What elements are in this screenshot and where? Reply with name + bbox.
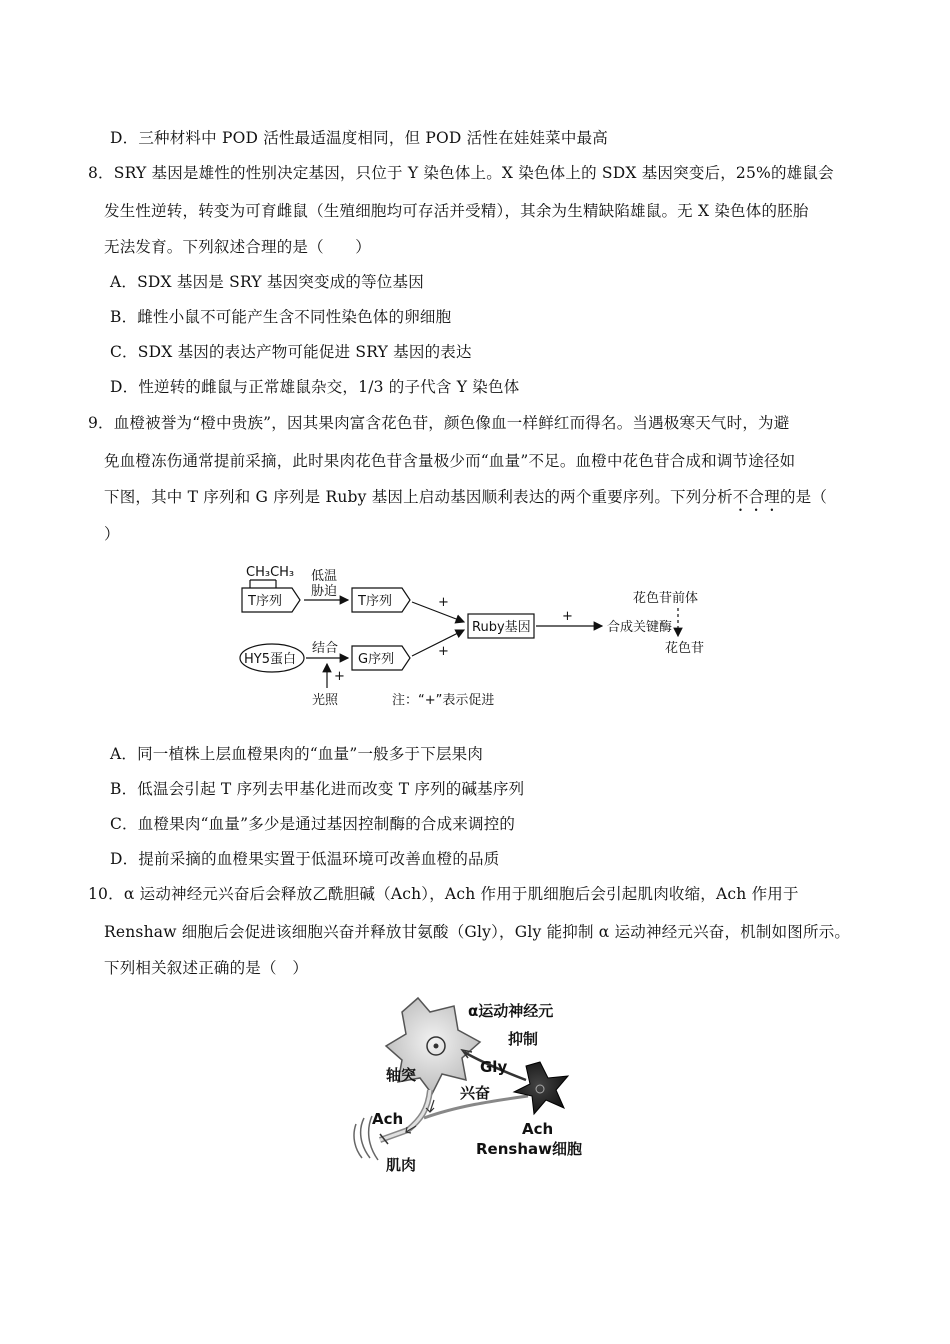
q8-stem-line-1: 8．SRY 基因是雄性的性别决定基因，只位于 Y 染色体上。X 染色体上的 SDX 基因突变后，25%的雄鼠会 [88,164,834,182]
ruby-plus: + [562,609,573,624]
q9-stem-line-4: ） [104,525,120,543]
q9-stem-line-1: 9．血橙被誉为“橙中贵族”，因其果肉富含花色苷，颜色像血一样鲜红而得名。当遇极寒天气时，为避 [88,414,790,432]
t-sequence-label-1: T序列 [248,594,282,609]
t-sequence-label-2: T序列 [358,594,392,609]
methyl-label: CH₃CH₃ [246,565,295,580]
note-label: 注：“+”表示促进 [392,693,495,708]
q8-stem-line-2: 发生性逆转，转变为可育雌鼠（生殖细胞均可存活并受精），其余为生精缺陷雄鼠。无 X 染色体的胚胎 [104,202,809,220]
light-label: 光照 [312,693,339,708]
muscle-label: 肌肉 [386,1156,417,1174]
t-plus: + [438,595,449,610]
renshaw-cell [514,1062,568,1114]
q10-stem-line-3: 下列相关叙述正确的是（ ） [104,959,309,977]
q9-option-d: D．提前采摘的血橙果实置于低温环境可改善血橙的品质 [110,850,500,868]
q8-option-a: A．SDX 基因是 SRY 基因突变成的等位基因 [110,273,424,291]
low-temp-label-2: 胁迫 [311,584,338,599]
q8-option-b: B．雌性小鼠不可能产生含不同性染色体的卵细胞 [110,308,452,326]
q8-option-d: D．性逆转的雌鼠与正常雄鼠杂交，1/3 的子代含 Y 染色体 [110,378,520,396]
q9-stem-line-3-post: 的是（ [779,488,828,506]
q9-stem-line-3-pre: 下图，其中 T 序列和 G 序列是 Ruby 基因上启动基因顺利表达的两个重要序列。下列分析 [104,488,733,506]
q9-pathway-diagram [230,560,730,715]
q7-option-d: D．三种材料中 POD 活性最适温度相同，但 POD 活性在娃娃菜中最高 [110,129,608,147]
alpha-neuron-label: α运动神经元 [468,1002,554,1020]
bind-label: 结合 [312,641,339,656]
q9-emphasis-not-reasonable: 不合理 [732,488,780,506]
q8-option-c: C．SDX 基因的表达产物可能促进 SRY 基因的表达 [110,343,472,361]
gly-label: Gly [480,1058,508,1076]
precursor-label: 花色苷前体 [633,591,699,606]
ach-left-label: Ach [372,1110,404,1128]
g-plus: + [438,644,449,659]
hy5-protein-label: HY5蛋白 [244,652,296,667]
ach-right-label: Ach [522,1120,554,1138]
q10-stem-line-1: 10．α 运动神经元兴奋后会释放乙酰胆碱（Ach），Ach 作用于肌细胞后会引起肌肉收缩，Ach 作用于 [88,885,799,903]
ruby-gene-label: Ruby基因 [472,620,531,635]
q9-stem-line-2: 免血橙冻伤通常提前采摘，此时果肉花色苷含量极少而“血量”不足。血橙中花色苷合成和调节途径如 [104,452,796,470]
anthocyanin-label: 花色苷 [665,641,705,656]
inhibit-label: 抑制 [508,1030,539,1048]
q10-neuron-diagram [350,990,610,1175]
low-temp-label-1: 低温 [311,569,338,584]
q9-option-c: C．血橙果肉“血量”多少是通过基因控制酶的合成来调控的 [110,815,516,833]
q9-stem-line-3 [104,487,827,515]
light-plus: + [334,669,345,684]
q9-option-a: A．同一植株上层血橙果肉的“血量”一般多于下层果肉 [110,745,484,763]
renshaw-label: Renshaw细胞 [476,1140,582,1158]
enzyme-label: 合成关键酶 [607,620,673,635]
q10-stem-line-2: Renshaw 细胞后会促进该细胞兴奋并释放甘氨酸（Gly），Gly 能抑制 α 运动神经元兴奋，机制如图所示。 [104,923,851,941]
q8-stem-line-3: 无法发育。下列叙述合理的是（ ） [104,238,371,256]
excite-label: 兴奋 [460,1084,491,1102]
g-sequence-label: G序列 [358,652,395,667]
axon-label: 轴突 [386,1066,417,1084]
q9-option-b: B．低温会引起 T 序列去甲基化进而改变 T 序列的碱基序列 [110,780,525,798]
